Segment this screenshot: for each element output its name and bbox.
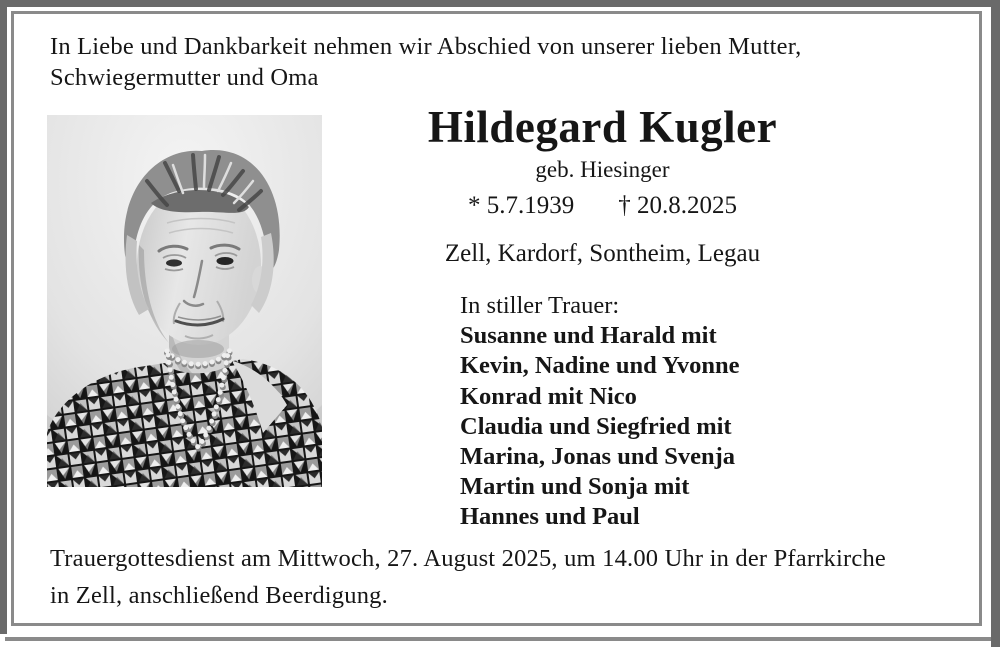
mourner-line: Martin und Sonja mit xyxy=(460,473,690,501)
mourner-line: Kevin, Nadine und Yvonne xyxy=(460,352,740,380)
mourning-label: In stiller Trauer: xyxy=(460,292,620,319)
places-line: Zell, Kardorf, Sontheim, Legau xyxy=(444,240,761,268)
intro-text: In Liebe und Dankbarkeit nehmen wir Abschied von unserer lieben Mutter, Schwiegermutter und Oma xyxy=(50,33,802,91)
mourner-line: Claudia und Siegfried mit xyxy=(460,412,732,440)
mourners-block xyxy=(460,291,740,533)
page-shadow-bottom xyxy=(5,637,991,641)
page-shadow-left xyxy=(0,0,7,634)
deceased-info-column xyxy=(330,104,875,268)
mourner-line: Konrad mit Nico xyxy=(460,382,637,410)
mourner-line: Marina, Jonas und Svenja xyxy=(460,443,736,471)
death-date: † 20.8.2025 xyxy=(618,192,737,220)
portrait-photo xyxy=(47,115,322,487)
mourner-line: Hannes und Paul xyxy=(460,503,640,531)
deceased-name: Hildegard Kugler xyxy=(427,102,778,152)
page-shadow-right xyxy=(991,0,1000,647)
page-shadow-top xyxy=(0,0,1000,7)
service-info: Trauergottesdienst am Mittwoch, 27. August 2025, um 14.00 Uhr in der Pfarrkirche in Zell, anschließend Beerdigung. xyxy=(50,545,886,609)
portrait-illustration xyxy=(47,115,322,487)
birth-date: * 5.7.1939 xyxy=(468,192,575,220)
maiden-name: geb. Hiesinger xyxy=(535,157,670,183)
life-dates xyxy=(330,192,875,220)
mourner-line: Susanne und Harald mit xyxy=(460,322,717,350)
